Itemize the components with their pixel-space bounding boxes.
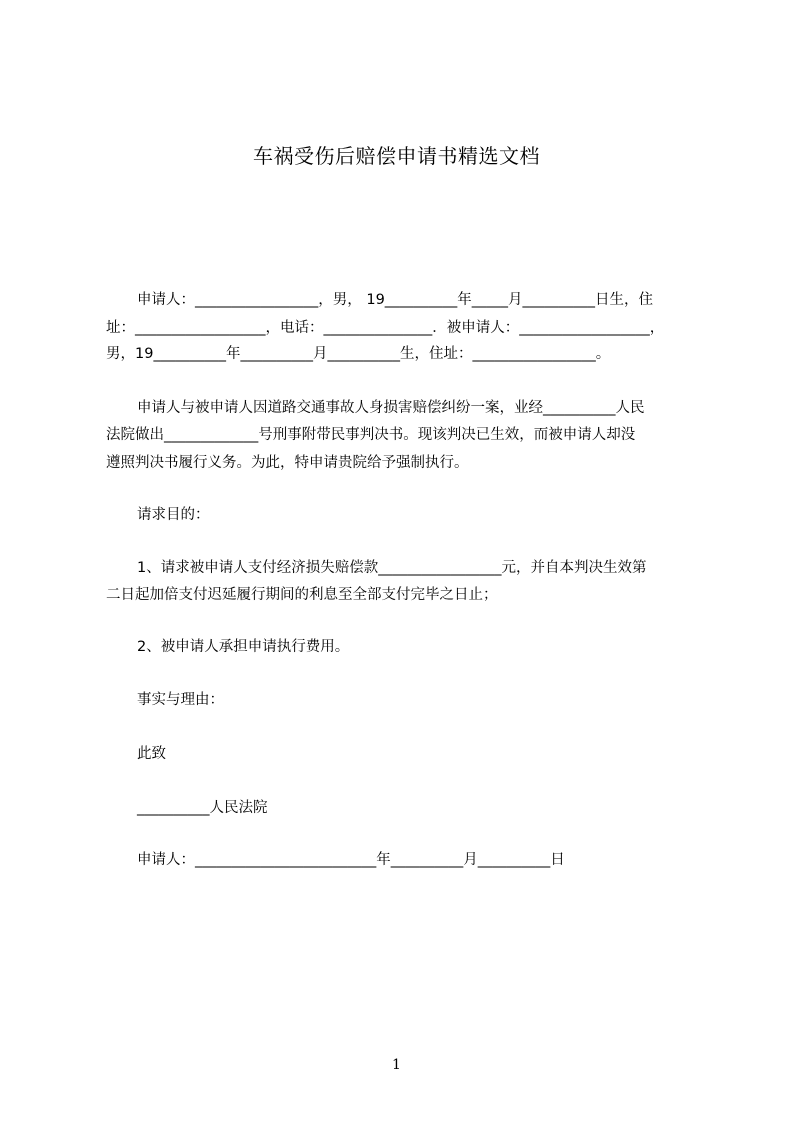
case-body-line-2: 法院做出_____________号刑事附带民事判决书。现该判决已生效，而被申请人却没 xyxy=(106,427,636,443)
signature-line: 申请人：_________________________年__________月__________日 xyxy=(137,852,565,868)
request-item-1-line-1: 1、请求被申请人支付经济损失赔偿款_________________元，并自本判决生效第 xyxy=(137,560,647,576)
request-item-1-line-2: 二日起加倍支付迟延履行期间的利息至全部支付完毕之日止； xyxy=(106,587,498,603)
request-item-2: 2、被申请人承担申请执行费用。 xyxy=(137,639,350,655)
request-heading: 请求目的： xyxy=(137,507,210,523)
court-line: __________人民法院 xyxy=(137,800,268,816)
facts-heading: 事实与理由： xyxy=(137,692,224,708)
party-info-line-3: 男，19__________年__________月__________生，住址：_________________。 xyxy=(106,346,611,362)
party-info-line-2: 址：__________________，电话：_______________．被申请人：__________________， xyxy=(106,320,665,336)
case-body-line-1: 申请人与被申请人因道路交通事故人身损害赔偿纠纷一案，业经__________人民 xyxy=(137,400,645,416)
document-title: 车祸受伤后赔偿申请书精选文档 xyxy=(253,144,540,168)
page-number: 1 xyxy=(392,1057,401,1073)
salutation: 此致 xyxy=(137,746,166,762)
party-info-line-1: 申请人：_________________，男， 19__________年_____月__________日生，住 xyxy=(137,292,654,308)
case-body-line-3: 遵照判决书履行义务。为此，特申请贵院给予强制执行。 xyxy=(106,455,469,471)
